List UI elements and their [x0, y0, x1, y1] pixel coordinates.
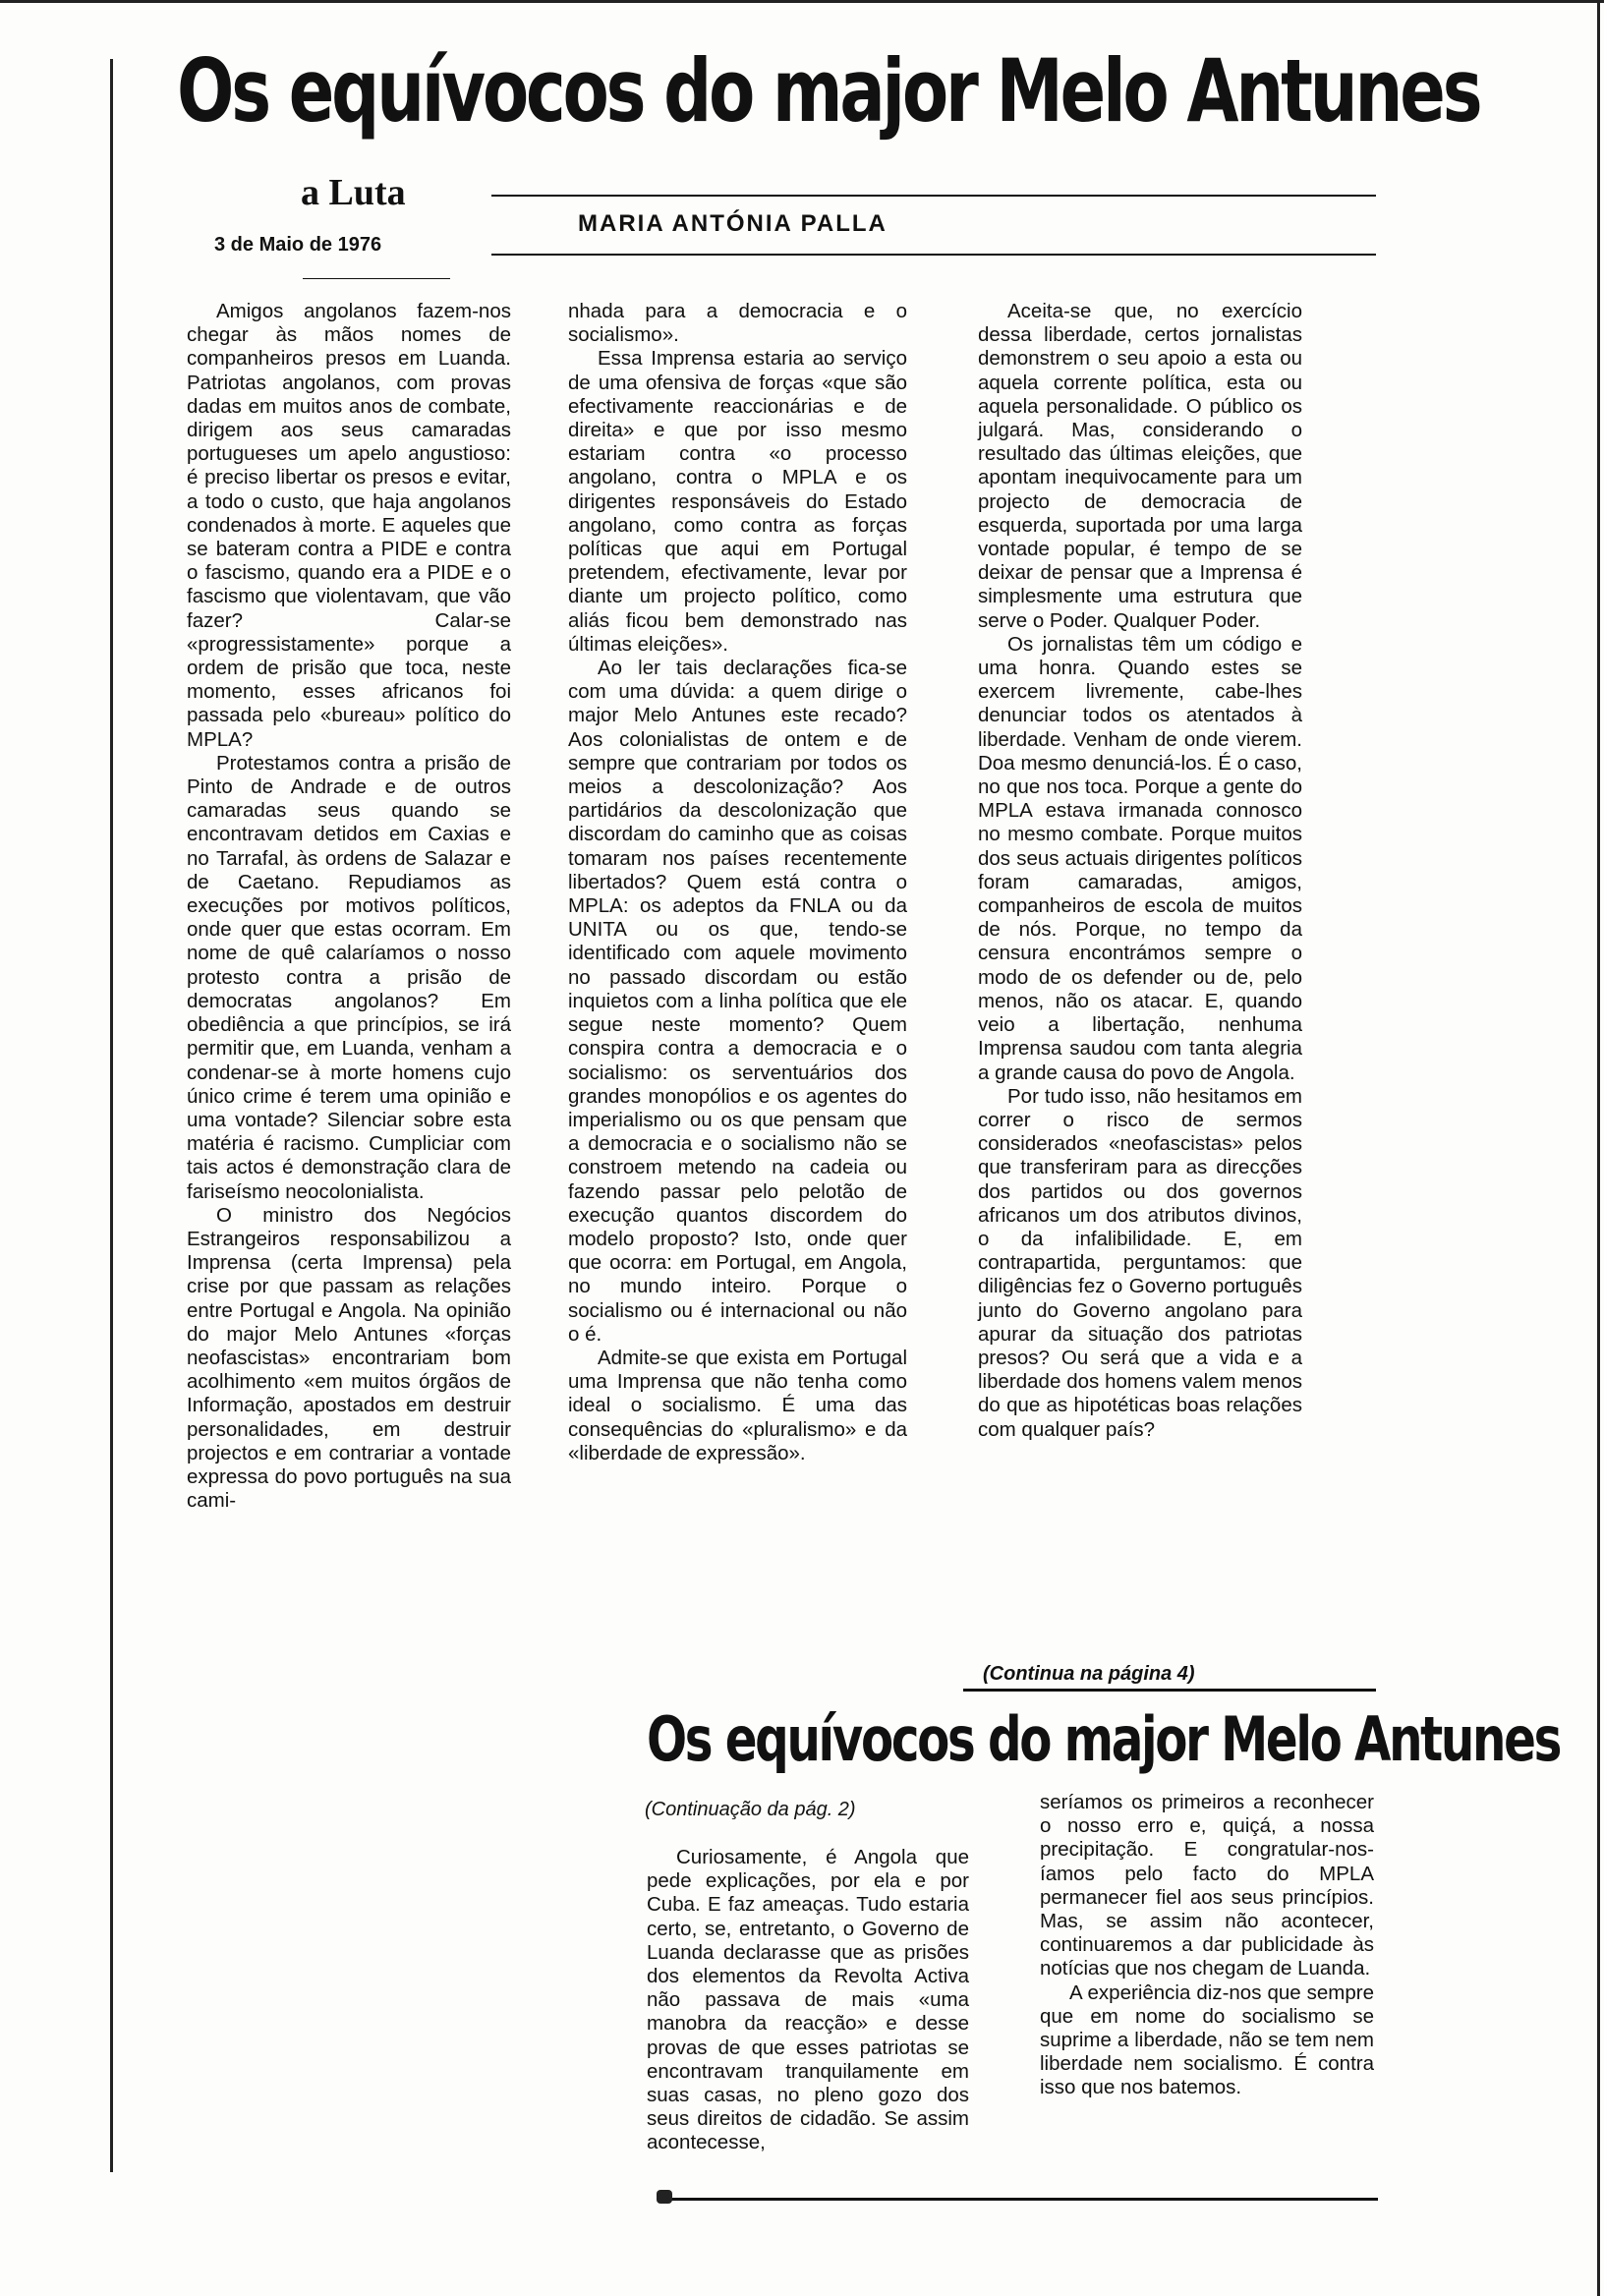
article-column-2 [568, 300, 907, 1681]
publication-date: 3 de Maio de 1976 [214, 234, 382, 256]
paragraph: O ministro dos Negócios Estrangeiros responsabilizou a Imprensa (certa Imprensa) pela crise por que passam as relações entre Portugal e Angola. Na opinião do major Melo Antunes «forças neofascistas» encontrariam bom acolhimento «em muitos órgãos de Informação, apostados em destruir personalidades, em destruir projectos e em contrariar a vontade expressa do povo português na sua cami- [187, 1203, 511, 1513]
paragraph: Essa Imprensa estaria ao serviço de uma ofensiva de forças «que são efectivamente reaccionárias e de direita» e que por isso mesmo estariam contra «o processo angolano, contra o MPLA e os dirigentes responsáveis do Estado angolano, como contra as forças políticas que aqui em Portugal pretendem, efectivamente, levar por diante um projecto político, como aliás ficou bem demonstrado nas últimas eleições». [568, 347, 907, 656]
continuation-note: (Continuação da pág. 2) [645, 1799, 856, 1820]
continuation-bottom-rule [660, 2198, 1378, 2201]
paragraph: Os jornalistas têm um código e uma honra. Quando estes se exercem livremente, cabe-lhes denunciar todos os atentados à liberdade. Venham de onde vierem. Doa mesmo denunciá-los. É o caso, no que nos toca. Porque a gente do MPLA estava irmanada connosco no mesmo combate. Porque muitos dos seus actuais dirigentes políticos foram camaradas, amigos, companheiros de escola de muitos de nós. Porque, no tempo da censura encontrámos sempre o modo de os defender ou de, pelo menos, não os atacar. E, quando veio a libertação, nenhuma Imprensa saudou com tanta alegria a grande causa do povo de Angola. [978, 632, 1302, 1084]
paragraph: Amigos angolanos fazem-nos chegar às mãos nomes de companheiros presos em Luanda. Patriotas angolanos, com provas dadas em muitos anos de combate, dirigem aos seus camaradas portugueses um apelo angustioso: é preciso libertar os presos e evitar, a todo o custo, que haja angolanos condenados à morte. E aqueles que se bateram contra a PIDE e contra o fascismo, quando era a PIDE e o fascismo que violentavam, que vão fazer? Calar-se «progressistamente» porque a ordem de prisão que toca, neste momento, esses africanos foi passada pelo «bureau» político do MPLA? [187, 300, 511, 751]
paragraph: Por tudo isso, não hesitamos em correr o risco de sermos considerados «neofascistas» pelos que transferiram para as direcções dos partidos ou dos governos africanos um dos atributos divinos, o da infalibilidade. E, em contrapartida, perguntamos: que diligências fez o Governo português junto do Governo angolano para apurar da situação dos patriotas presos? Ou será que a vida e a liberdade dos homens valem menos do que as hipotéticas boas relações com qualquer país? [978, 1084, 1302, 1441]
paragraph: seríamos os primeiros a reconhecer o nosso erro e, quiçá, a nossa precipitação. E congratular-nos-íamos pelo facto do MPLA permanecer fiel aos seus princípios. Mas, se assim não acontecer, continuaremos a dar publicidade às notícias que nos chegam de Luanda. [1040, 1791, 1374, 1980]
paragraph: nhada para a democracia e o socialismo». [568, 300, 907, 347]
author-rule-bottom [491, 254, 1376, 256]
paragraph: Ao ler tais declarações fica-se com uma dúvida: a quem dirige o major Melo Antunes este recado? Aos colonialistas de ontem e de sempre que contrariam por todos os meios a descolonização? Aos partidários da descolonização que discordam do caminho que as coisas tomaram nos países recentemente libertados? Quem está contra o MPLA: os adeptos da FNLA ou da UNITA ou os que, tendo-se identificado com aquele movimento no passado discordam ou estão inquietos com a linha política que ele segue neste momento? Quem conspira contra a democracia e o socialismo: os serventuários dos grandes monopólios e os agentes do imperialismo ou os que pensam que a democracia e o socialismo não se constroem metendo na cadeia ou fazendo passar pelo pelotão de execução quantos discordem do modelo proposto? Isto, onde quer que ocorra: em Portugal, em Angola, no mundo inteiro. Porque o socialismo ou é internacional ou não o é. [568, 657, 907, 1346]
continuation-column-1 [647, 1846, 969, 2154]
continued-rule [963, 1689, 1376, 1692]
paragraph: Curiosamente, é Angola que pede explicações, por ela e por Cuba. E faz ameaças. Tudo estaria certo, se, entretanto, o Governo de Luanda declarasse que as prisões dos elementos da Revolta Activa não passava de mais «uma manobra da reacção» e desse provas de que esses patriotas se encontravam tranquilamente em suas casas, no pleno gozo dos seus direitos de cidadão. Se assim acontecesse, [647, 1846, 969, 2154]
masthead: a Luta [301, 172, 406, 213]
continued-on-page: (Continua na página 4) [983, 1663, 1195, 1685]
paragraph: Protestamos contra a prisão de Pinto de Andrade e de outros camaradas seus quando se encontravam detidos em Caxias e no Tarrafal, às ordens de Salazar e de Caetano. Repudiamos as execuções por motivos políticos, onde quer que estas ocorram. Em nome de quê calaríamos o nosso protesto contra a prisão de democratas angolanos? Em obediência a que princípios, se irá permitir que, em Luanda, venham a condenar-se à morte homens cujo único crime é terem uma opinião e uma vontade? Silenciar sobre esta matéria é racismo. Cumpliciar com tais actos é demonstração clara de fariseísmo neocolonialista. [187, 751, 511, 1203]
paragraph: Aceita-se que, no exercício dessa liberdade, certos jornalistas demonstrem o seu apoio a esta ou aquela corrente política, esta ou aquela personalidade. O público os julgará. Mas, considerando o resultado das últimas eleições, que apontam inequivocamente para um projecto de democracia de esquerda, suportada por uma larga vontade popular, é tempo de se deixar de pensar que a Imprensa é simplesmente uma estrutura que serve o Poder. Qualquer Poder. [978, 300, 1302, 632]
scan-edge-top [0, 0, 1604, 3]
paragraph: A experiência diz-nos que sempre que em nome do socialismo se suprime a liberdade, não se tem nem liberdade nem socialismo. É contra isso que nos batemos. [1040, 1980, 1374, 2099]
article-column-1 [187, 300, 511, 1681]
author-byline: MARIA ANTÓNIA PALLA [578, 210, 888, 237]
scan-edge-right [1597, 0, 1600, 2296]
author-rule-top [491, 195, 1376, 197]
scan-edge-left [110, 59, 113, 2172]
ink-blot [657, 2190, 672, 2204]
date-rule [303, 278, 450, 279]
headline: Os equívocos do major Melo Antunes [177, 40, 1480, 142]
paragraph: Admite-se que exista em Portugal uma Imprensa que não tenha como ideal o socialismo. É uma das consequências do «pluralismo» e da «liberdade de expressão». [568, 1346, 907, 1464]
continuation-headline: Os equívocos do major Melo Antunes [647, 1703, 1561, 1775]
article-column-3 [978, 300, 1302, 1681]
continuation-column-2 [1040, 1791, 1374, 2135]
